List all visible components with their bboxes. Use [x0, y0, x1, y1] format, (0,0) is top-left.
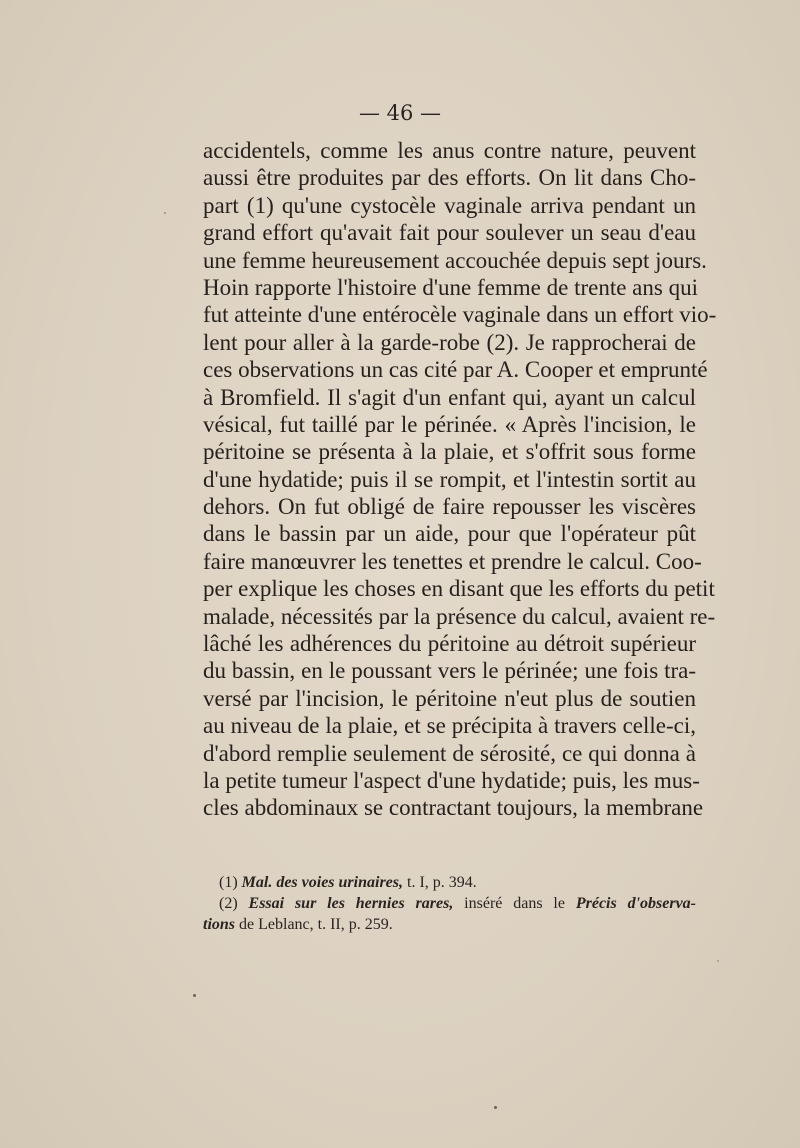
paper-speck [717, 960, 719, 962]
footnote-1 [203, 872, 696, 893]
footnote-title: Essai sur les hernies rares, [248, 895, 454, 912]
footnote-text: inséré dans le [453, 895, 576, 912]
paper-speck [494, 1106, 497, 1109]
footnote-2 [203, 893, 696, 914]
text-line: à Bromfield. Il s'agit d'un enfant qui, ayant un calcul [203, 384, 696, 410]
page-number: — 46 — [358, 101, 442, 125]
text-line: dehors. On fut obligé de faire repousser les viscères [203, 494, 696, 520]
text-line: lent pour aller à la garde-robe (2). Je rapprocherai de [203, 329, 696, 355]
text-line: Hoin rapporte l'histoire d'une femme de trente ans qui [203, 274, 698, 300]
footnote-text: t. I, p. 394. [403, 874, 477, 891]
text-line: lâché les adhérences du péritoine au détroit supérieur [203, 631, 696, 657]
text-line: malade, nécessités par la présence du calcul, avaient re- [203, 603, 716, 629]
text-line: d'abord remplie seulement de sérosité, ce qui donna à [203, 740, 696, 766]
footnotes [203, 872, 696, 935]
text-line: du bassin, en le poussant vers le périnée; une fois tra- [203, 658, 696, 684]
text-line: versé par l'incision, le péritoine n'eut plus de soutien [203, 685, 696, 711]
text-line: d'une hydatide; puis il se rompit, et l'intestin sortit au [203, 466, 696, 492]
text-line: part (1) qu'une cystocèle vaginale arriva pendant un [203, 192, 696, 218]
text-line: faire manœuvrer les tenettes et prendre le calcul. Coo- [203, 548, 702, 574]
footnote-title: Précis d'observa- [575, 895, 697, 912]
text-line: dans le bassin par un aide, pour que l'opérateur pût [203, 521, 696, 547]
text-line: ces observations un cas cité par A. Cooper et emprunté [203, 357, 708, 383]
text-line: fut atteinte d'une entérocèle vaginale dans un effort vio- [203, 302, 717, 328]
footnote-title: Mal. des voies urinaires, [241, 874, 403, 891]
text-line: per explique les choses en disant que les efforts du petit [203, 576, 715, 602]
text-line: aussi être produites par des efforts. On lit dans Cho- [203, 165, 696, 191]
text-line: la petite tumeur l'aspect d'une hydatide; puis, les mus- [203, 767, 700, 793]
text-line: grand effort qu'avait fait pour soulever un seau d'eau [203, 220, 696, 246]
footnote-number: (1) [219, 874, 238, 891]
paper-speck [193, 994, 196, 997]
text-line: au niveau de la plaie, et se précipita à travers celle-ci, [203, 713, 696, 739]
footnote-number: (2) [219, 895, 238, 912]
footnote-text: de Leblanc, t. II, p. 259. [235, 916, 393, 933]
footnote-title: tions [203, 916, 236, 933]
paper-speck [164, 212, 166, 214]
text-line: péritoine se présenta à la plaie, et s'offrit sous forme [203, 439, 696, 465]
body-text [203, 137, 717, 822]
text-line: cles abdominaux se contractant toujours, la membrane [203, 795, 704, 821]
footnote-2-continuation [203, 914, 696, 935]
text-line: vésical, fut taillé par le périnée. « Après l'incision, le [203, 411, 696, 437]
text-line: accidentels, comme les anus contre nature, peuvent [203, 138, 696, 163]
text-line: une femme heureusement accouchée depuis sept jours. [203, 247, 707, 273]
